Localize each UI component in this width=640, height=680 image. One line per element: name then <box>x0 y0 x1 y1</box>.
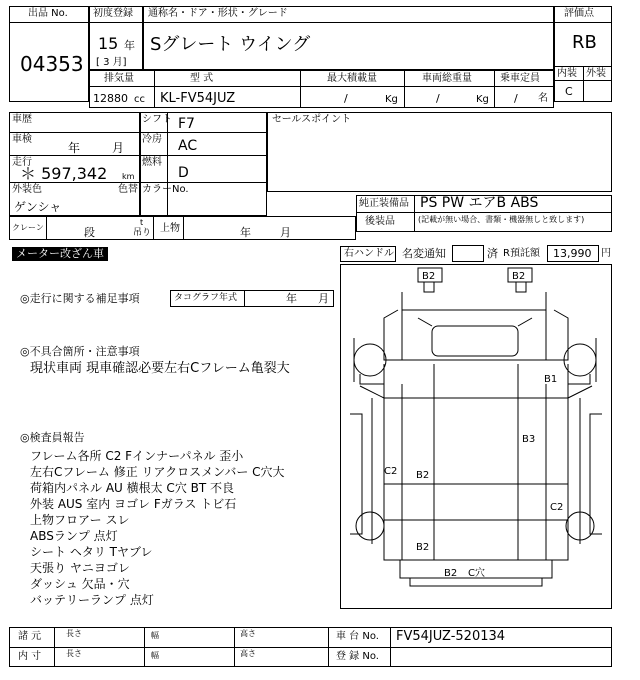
selling-points-label: セールスポイント <box>272 114 352 125</box>
interior-grade: C <box>565 85 573 98</box>
first-reg-label: 初度登録 <box>93 8 133 19</box>
color-value: ゲンシャ <box>14 200 62 214</box>
history-label: 車歴 <box>12 114 32 125</box>
crane-stage-unit: 段 <box>84 226 95 239</box>
mileage-unit: km <box>122 172 135 181</box>
first-reg-month: [ 3 月] <box>96 57 127 68</box>
color-label: 外装色 <box>12 184 42 195</box>
registration-label: 登 録 No. <box>336 651 379 662</box>
shift-value: F7 <box>178 116 195 132</box>
max-load-value: / <box>344 92 348 105</box>
upper-month-unit: 月 <box>280 226 291 239</box>
damage-mark: B2 <box>512 271 526 282</box>
mileage-label: 走行 <box>12 157 32 168</box>
damage-mark: B2 <box>416 542 430 553</box>
ac-label: 冷房 <box>142 134 162 145</box>
displacement-value: 12880 <box>93 92 128 105</box>
damage-mark: B2 <box>444 568 458 579</box>
capacity-label: 乗車定員 <box>500 73 540 84</box>
dims-height-label: 高さ <box>240 629 256 638</box>
inner-height-label: 高さ <box>240 649 256 658</box>
stamp-label: 済 <box>487 247 498 260</box>
inspector-line: 荷箱内パネル AU 横根太 C穴 BT 不良 <box>30 481 235 495</box>
tachograph-month-unit: 月 <box>318 292 329 305</box>
inspector-line: フレーム各所 C2 Fインナーパネル 歪小 <box>30 449 244 463</box>
dims-width-label: 幅 <box>151 631 159 640</box>
inspector-line: バッテリーランプ 点灯 <box>30 593 154 607</box>
inspection-label: 車検 <box>12 134 32 145</box>
displacement-label: 排気量 <box>104 73 134 84</box>
equipment-value: PS PW エアB ABS <box>420 195 539 211</box>
gross-weight-label: 車両総重量 <box>422 73 472 84</box>
capacity-value: / <box>514 92 518 105</box>
model-code: KL-FV54JUZ <box>160 91 236 106</box>
color-code-label: カラーNo. <box>142 184 189 195</box>
color-no-label: 色替 <box>118 184 138 195</box>
r-mileage-unit: 円 <box>601 248 611 259</box>
model-code-label: 型 式 <box>190 73 214 84</box>
defects-title: ◎不具合箇所・注意事項 <box>20 345 140 358</box>
first-reg-year: 15 <box>98 34 119 53</box>
ac-value: AC <box>178 138 198 154</box>
rhd-label: 右ハンドル <box>344 248 394 259</box>
max-load-label: 最大積載量 <box>327 73 377 84</box>
capacity-unit: 名 <box>538 93 548 104</box>
dims-label: 諸 元 <box>18 631 42 642</box>
aftermarket-note: (記載が無い場合、書類・機器無しと致します) <box>418 215 585 224</box>
displacement-unit: cc <box>134 94 145 105</box>
crane-lift-label: 吊り <box>133 228 152 238</box>
crane-label: クレーン <box>12 223 44 232</box>
meter-tamper-badge: メーター改ざん車 <box>12 247 108 261</box>
damage-mark: C2 <box>550 502 564 513</box>
lot-number: 04353 <box>20 52 84 76</box>
chassis-label: 車 台 No. <box>336 631 379 642</box>
interior-label: 内装 <box>557 68 577 79</box>
grade-label: 評価点 <box>564 8 594 19</box>
inner-dims-label: 内 寸 <box>18 651 42 662</box>
supplement-title: ◎走行に関する補足事項 <box>20 292 140 305</box>
inspector-line: シート ヘタリ Tヤブレ <box>30 545 153 559</box>
damage-mark: C穴 <box>468 568 485 579</box>
tachograph-label: タコグラフ年式 <box>174 293 238 303</box>
grade-value: RB <box>572 32 597 53</box>
inspector-line: 外装 AUS 室内 ヨゴレ Fガラス トビ石 <box>30 497 237 511</box>
equipment-label: 純正装備品 <box>359 198 409 209</box>
aftermarket-label: 後装品 <box>365 216 395 227</box>
inner-length-label: 長さ <box>66 649 82 658</box>
tachograph-year-unit: 年 <box>286 292 297 305</box>
r-mileage-label: R預託額 <box>503 248 540 259</box>
truck-diagram <box>340 264 612 609</box>
inspector-title: ◎検査員報告 <box>20 431 85 444</box>
exterior-label: 外装 <box>586 68 606 79</box>
upper-label: 上物 <box>160 223 180 234</box>
damage-mark: C2 <box>384 466 398 477</box>
damage-mark: B3 <box>522 434 536 445</box>
name-change-label: 名変通知 <box>402 247 446 260</box>
max-load-unit: Kg <box>385 94 398 105</box>
damage-mark: B2 <box>416 470 430 481</box>
dims-length-label: 長さ <box>66 629 82 638</box>
inspection-year-unit: 年 <box>68 141 81 155</box>
inspector-line: 上物フロアー スレ <box>30 513 130 527</box>
model-name: Sグレート ウイング <box>150 34 311 55</box>
inspector-line: ABSランプ 点灯 <box>30 529 118 543</box>
chassis-number: FV54JUZ-520134 <box>396 629 506 644</box>
crane-ton-unit: t <box>140 218 144 227</box>
shift-label: シフト <box>142 114 172 125</box>
gross-weight-value: / <box>436 92 440 105</box>
inspector-line: 左右Cフレーム 修正 リアクロスメンバー C穴大 <box>30 465 285 479</box>
fuel-value: D <box>178 165 189 181</box>
first-reg-year-unit: 年 <box>124 39 135 52</box>
name-label: 通称名・ドア・形状・グレード <box>148 8 288 19</box>
inspector-line: ダッシュ 欠品・穴 <box>30 577 130 591</box>
gross-weight-unit: Kg <box>476 94 489 105</box>
inspection-month-unit: 月 <box>112 141 125 155</box>
inspector-lines <box>30 448 330 608</box>
lot-label: 出品 No. <box>28 8 68 19</box>
defects-text: 現状車両 現車確認必要左右Cフレーム亀裂大 <box>30 361 290 376</box>
inner-width-label: 幅 <box>151 651 159 660</box>
damage-mark: B1 <box>544 374 558 385</box>
r-mileage-value: 13,990 <box>553 247 592 260</box>
mileage-value: ＊ 597,342 <box>20 164 108 183</box>
upper-year-unit: 年 <box>240 226 251 239</box>
name-change-box <box>452 245 484 262</box>
damage-mark: B2 <box>422 271 436 282</box>
fuel-label: 燃料 <box>142 157 162 168</box>
inspector-line: 天張り ヤニヨゴレ <box>30 561 130 575</box>
